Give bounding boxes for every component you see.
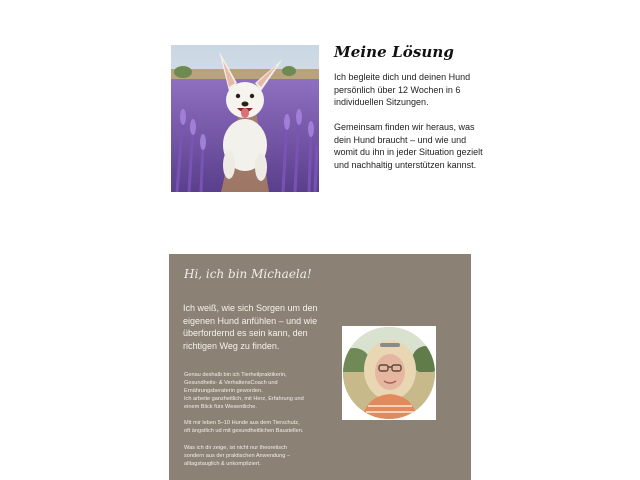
portrait-frame	[342, 326, 436, 420]
about-section	[169, 254, 471, 480]
about-intro: Ich weiß, wie sich Sorgen um den eigenen Hund anfühlen – und wie überfordernd es sein kann, den richtigen Weg zu finden.	[183, 303, 318, 351]
about-text-qualifications: Genau deshalb bin ich Tierheilpraktikerin, Gesundheits- & VerhaltensCoach und Ernährungsberaterin geworden. Ich arbeite ganzheitlich, mit Herz, Erfahrung und einem Blick fürs Wesentliche.	[184, 372, 304, 410]
about-text-dogs: Mit mir leben 5–10 Hunde aus dem Tierschutz, oft ängstlich ud mit gesundheitlichen Baustellen.	[184, 420, 304, 434]
about-title: Hi, ich bin Michaela!	[184, 267, 312, 281]
solution-paragraph-2: Gemeinsam finden wir heraus, was dein Hund braucht – und wie und womit du ihn in jeder Situation gezielt und nachhaltig unterstützen kannst.	[334, 122, 483, 170]
solution-paragraph-1: Ich begleite dich und deinen Hund persönlich über 12 Wochen in 6 individuellen Sitzungen.	[334, 72, 471, 107]
solution-title: Meine Lösung	[334, 43, 455, 61]
portrait-photo-icon	[342, 326, 436, 420]
about-text-practice: Was ich dir zeige, ist nicht nur theoretisch sondern aus der praktischen Anwendung – alltagstauglich & unkompliziert.	[184, 445, 291, 467]
dog-lavender-image	[171, 45, 319, 192]
